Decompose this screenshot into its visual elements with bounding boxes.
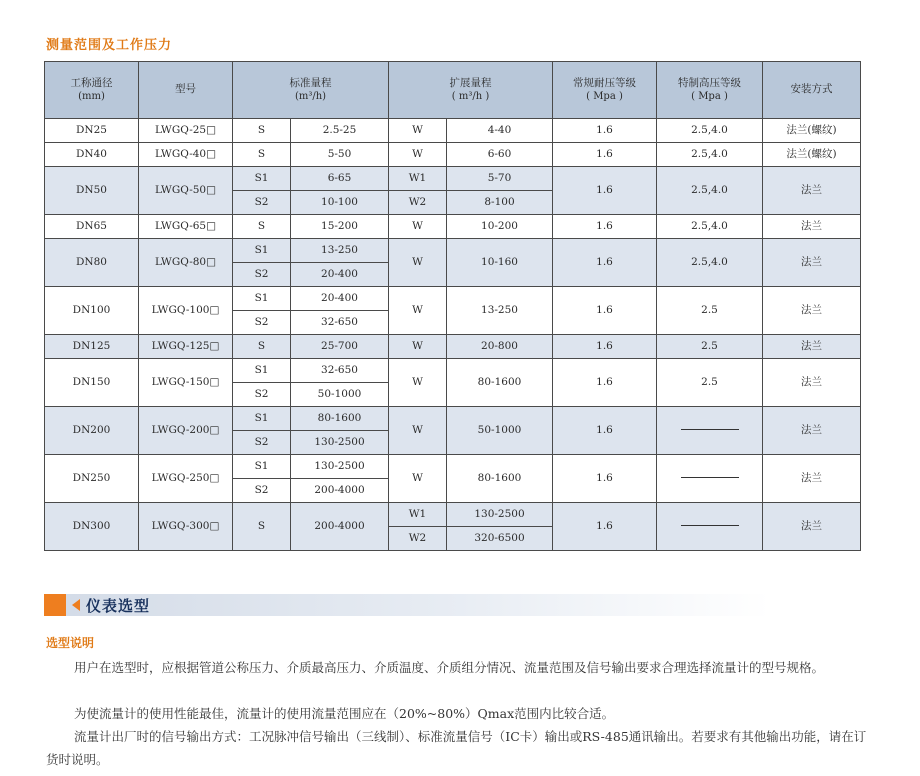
header-install: 安装方式 — [763, 62, 861, 119]
cell-install: 法兰 — [763, 407, 861, 455]
cell-std-code: S — [233, 503, 291, 551]
cell-install: 法兰 — [763, 359, 861, 407]
cell-model: LWGQ-40□ — [139, 143, 233, 167]
subsection-title: 选型说明 — [46, 636, 95, 650]
cell-std-code: S2 — [233, 263, 291, 287]
cell-std-range: 130-2500 — [291, 431, 389, 455]
cell-std-range: 200-4000 — [291, 479, 389, 503]
cell-diameter: DN150 — [45, 359, 139, 407]
cell-ext-range: 130-2500 — [447, 503, 553, 527]
table-row — [45, 239, 861, 263]
cell-normal-pressure: 1.6 — [553, 455, 657, 503]
dash-line — [681, 429, 739, 430]
cell-model: LWGQ-100□ — [139, 287, 233, 335]
cell-std-code: S1 — [233, 287, 291, 311]
paragraph-2: 为使流量计的使用性能最佳，流量计的使用流量范围应在（20%~80%）Qmax范围内比较合适。 — [74, 706, 615, 721]
cell-std-range: 5-50 — [291, 143, 389, 167]
cell-std-code: S — [233, 215, 291, 239]
cell-diameter: DN40 — [45, 143, 139, 167]
cell-std-code: S2 — [233, 191, 291, 215]
header-diameter: 工称通径 (mm) — [45, 62, 139, 119]
cell-std-code: S — [233, 143, 291, 167]
cell-std-code: S1 — [233, 455, 291, 479]
cell-normal-pressure: 1.6 — [553, 407, 657, 455]
cell-std-code: S2 — [233, 431, 291, 455]
paragraph-3: 流量计出厂时的信号输出方式：工况脉冲信号输出（三线制）、标准流量信号（IC卡）输出或RS-485通讯输出。若要求有其他输出功能，请在订货时说明。 — [46, 729, 867, 767]
cell-normal-pressure: 1.6 — [553, 287, 657, 335]
cell-ext-range: 13-250 — [447, 287, 553, 335]
cell-diameter: DN65 — [45, 215, 139, 239]
cell-std-code: S2 — [233, 383, 291, 407]
cell-diameter: DN300 — [45, 503, 139, 551]
header-model: 型号 — [139, 62, 233, 119]
cell-std-range: 32-650 — [291, 311, 389, 335]
table-row — [45, 215, 861, 239]
cell-special-pressure: 2.5 — [657, 359, 763, 407]
cell-ext-range: 320-6500 — [447, 527, 553, 551]
cell-ext-range: 10-200 — [447, 215, 553, 239]
cell-model: LWGQ-25□ — [139, 119, 233, 143]
cell-ext-range: 50-1000 — [447, 407, 553, 455]
header-standard-range: 标准量程 (m³/h) — [233, 62, 389, 119]
cell-special-pressure: 2.5,4.0 — [657, 119, 763, 143]
cell-std-code: S2 — [233, 311, 291, 335]
cell-normal-pressure: 1.6 — [553, 167, 657, 215]
table-row — [45, 119, 861, 143]
cell-ext-code: W2 — [389, 191, 447, 215]
cell-special-pressure: 2.5,4.0 — [657, 239, 763, 287]
cell-std-code: S — [233, 119, 291, 143]
cell-normal-pressure: 1.6 — [553, 143, 657, 167]
table-row — [45, 167, 861, 191]
table-row — [45, 143, 861, 167]
cell-special-pressure: 2.5 — [657, 287, 763, 335]
cell-std-code: S1 — [233, 167, 291, 191]
cell-model: LWGQ-200□ — [139, 407, 233, 455]
cell-model: LWGQ-65□ — [139, 215, 233, 239]
banner-title: 仪表选型 — [86, 597, 151, 615]
orange-square-icon — [44, 594, 66, 616]
section-title: 测量范围及工作压力 — [46, 38, 173, 53]
cell-diameter: DN200 — [45, 407, 139, 455]
cell-special-pressure: 2.5,4.0 — [657, 215, 763, 239]
table-header-row — [45, 62, 861, 119]
table-row — [45, 359, 861, 383]
cell-std-code: S1 — [233, 407, 291, 431]
cell-model: LWGQ-250□ — [139, 455, 233, 503]
cell-model: LWGQ-150□ — [139, 359, 233, 407]
table-row — [45, 407, 861, 431]
cell-std-code: S1 — [233, 359, 291, 383]
cell-std-range: 80-1600 — [291, 407, 389, 431]
cell-std-range: 10-100 — [291, 191, 389, 215]
cell-diameter: DN25 — [45, 119, 139, 143]
table-row — [45, 335, 861, 359]
cell-std-range: 13-250 — [291, 239, 389, 263]
triangle-left-icon — [72, 599, 80, 611]
cell-normal-pressure: 1.6 — [553, 119, 657, 143]
dash-line — [681, 477, 739, 478]
table-body — [45, 119, 861, 551]
cell-special-pressure: 2.5,4.0 — [657, 143, 763, 167]
cell-diameter: DN250 — [45, 455, 139, 503]
cell-std-range: 32-650 — [291, 359, 389, 383]
header-special-pressure: 特制高压等级 ( Mpa ) — [657, 62, 763, 119]
cell-diameter: DN80 — [45, 239, 139, 287]
cell-install: 法兰 — [763, 455, 861, 503]
cell-ext-code: W — [389, 143, 447, 167]
cell-ext-range: 80-1600 — [447, 455, 553, 503]
cell-normal-pressure: 1.6 — [553, 359, 657, 407]
cell-model: LWGQ-80□ — [139, 239, 233, 287]
cell-install: 法兰 — [763, 287, 861, 335]
cell-ext-code: W — [389, 407, 447, 455]
cell-ext-code: W — [389, 359, 447, 407]
selection-banner — [44, 594, 770, 616]
cell-std-range: 25-700 — [291, 335, 389, 359]
cell-install: 法兰(螺纹) — [763, 119, 861, 143]
cell-normal-pressure: 1.6 — [553, 503, 657, 551]
cell-install: 法兰 — [763, 239, 861, 287]
dash-line — [681, 525, 739, 526]
cell-ext-range: 10-160 — [447, 239, 553, 287]
cell-model: LWGQ-50□ — [139, 167, 233, 215]
cell-std-code: S — [233, 335, 291, 359]
cell-special-pressure: 2.5,4.0 — [657, 167, 763, 215]
cell-model: LWGQ-125□ — [139, 335, 233, 359]
cell-std-range: 200-4000 — [291, 503, 389, 551]
cell-normal-pressure: 1.6 — [553, 215, 657, 239]
cell-std-code: S1 — [233, 239, 291, 263]
cell-ext-code: W2 — [389, 527, 447, 551]
cell-ext-range: 8-100 — [447, 191, 553, 215]
cell-std-range: 6-65 — [291, 167, 389, 191]
cell-ext-code: W — [389, 215, 447, 239]
header-extended-range: 扩展量程 ( m³/h ) — [389, 62, 553, 119]
cell-model: LWGQ-300□ — [139, 503, 233, 551]
cell-special-pressure: 2.5 — [657, 335, 763, 359]
cell-special-pressure — [657, 455, 763, 503]
cell-diameter: DN50 — [45, 167, 139, 215]
cell-ext-code: W — [389, 287, 447, 335]
cell-install: 法兰 — [763, 167, 861, 215]
cell-ext-code: W1 — [389, 503, 447, 527]
cell-ext-range: 6-60 — [447, 143, 553, 167]
cell-std-range: 20-400 — [291, 287, 389, 311]
cell-std-range: 50-1000 — [291, 383, 389, 407]
header-normal-pressure: 常规耐压等级 ( Mpa ) — [553, 62, 657, 119]
cell-install: 法兰 — [763, 335, 861, 359]
cell-std-range: 2.5-25 — [291, 119, 389, 143]
cell-ext-range: 80-1600 — [447, 359, 553, 407]
table-row — [45, 503, 861, 527]
cell-std-range: 130-2500 — [291, 455, 389, 479]
cell-ext-code: W — [389, 119, 447, 143]
cell-ext-range: 5-70 — [447, 167, 553, 191]
cell-install: 法兰 — [763, 503, 861, 551]
cell-normal-pressure: 1.6 — [553, 335, 657, 359]
cell-std-code: S2 — [233, 479, 291, 503]
cell-ext-code: W — [389, 239, 447, 287]
cell-ext-range: 20-800 — [447, 335, 553, 359]
table-row — [45, 287, 861, 311]
cell-ext-code: W — [389, 455, 447, 503]
cell-diameter: DN125 — [45, 335, 139, 359]
cell-std-range: 20-400 — [291, 263, 389, 287]
cell-install: 法兰 — [763, 215, 861, 239]
cell-std-range: 15-200 — [291, 215, 389, 239]
cell-ext-range: 4-40 — [447, 119, 553, 143]
table-row — [45, 455, 861, 479]
cell-diameter: DN100 — [45, 287, 139, 335]
cell-special-pressure — [657, 503, 763, 551]
cell-install: 法兰(螺纹) — [763, 143, 861, 167]
cell-ext-code: W — [389, 335, 447, 359]
cell-normal-pressure: 1.6 — [553, 239, 657, 287]
paragraph-1: 用户在选型时，应根据管道公称压力、介质最高压力、介质温度、介质组分情况、流量范围及信号输出要求合理选择流量计的型号规格。 — [74, 660, 825, 675]
cell-special-pressure — [657, 407, 763, 455]
spec-table — [44, 61, 861, 551]
cell-ext-code: W1 — [389, 167, 447, 191]
